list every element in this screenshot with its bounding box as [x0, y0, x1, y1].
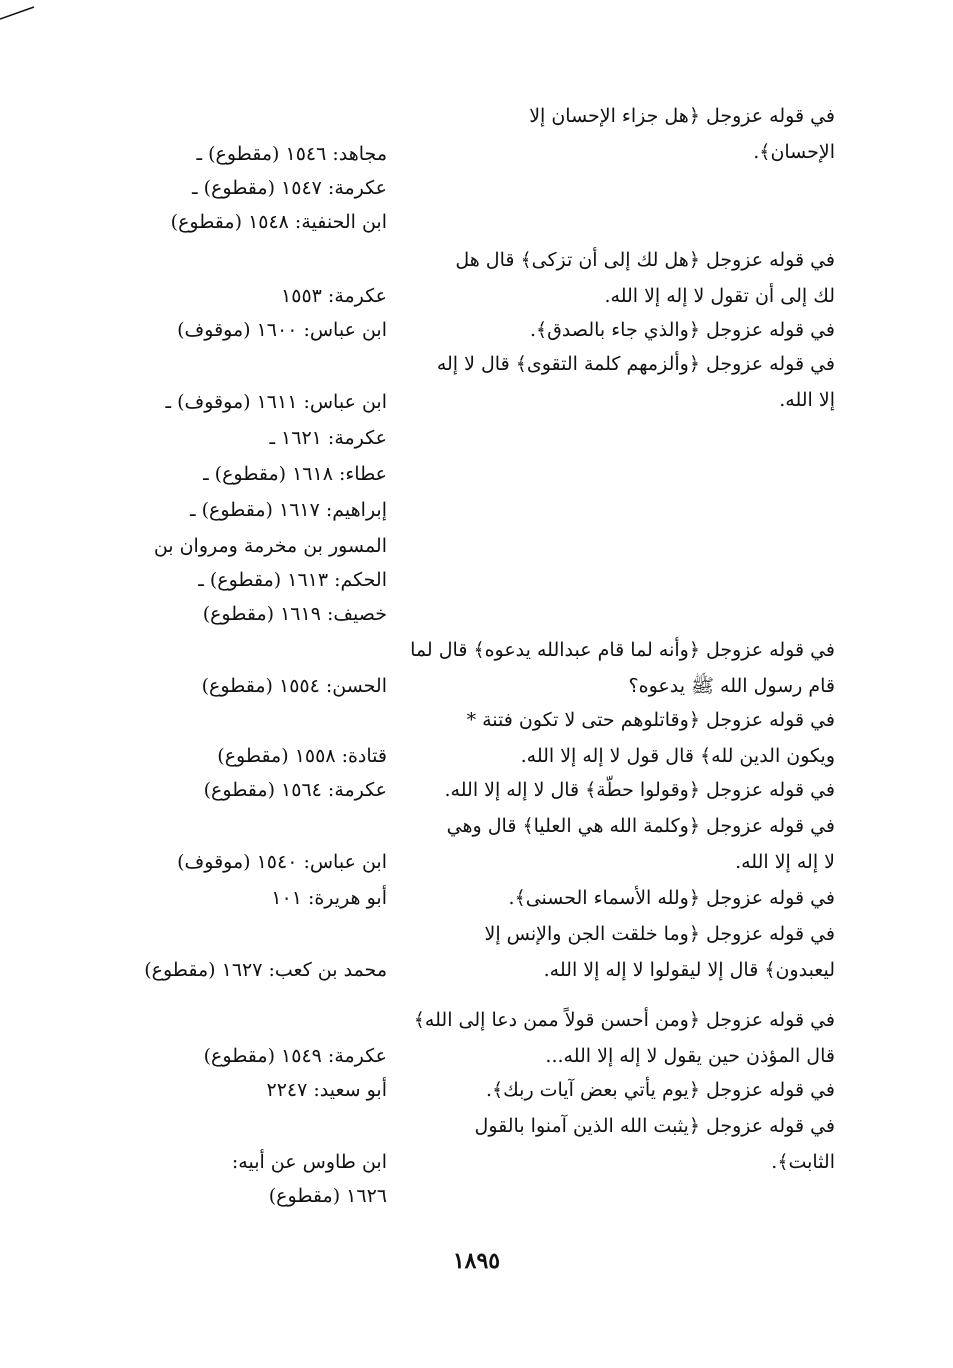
narrator-line: إبراهيم: ١٦١٧ (مقطوع) ـ	[190, 499, 387, 521]
scan-corner-mark	[0, 6, 40, 20]
verse-line: الإحسان﴾.	[753, 141, 835, 163]
verse-line: في قوله عزوجل ﴿وقاتلوهم حتى لا تكون فتنة *	[466, 709, 835, 731]
verse-line: في قوله عزوجل ﴿وأنه لما قام عبدالله يدعوه﴾ قال لما	[410, 639, 835, 661]
verse-line: قال المؤذن حين يقول لا إله إلا الله...	[545, 1045, 835, 1067]
narrator-line: ابن عباس: ١٦١١ (موقوف) ـ	[165, 391, 387, 413]
narrator-line: عكرمة: ١٥٤٧ (مقطوع) ـ	[192, 177, 387, 199]
verse-line: في قوله عزوجل ﴿والذي جاء بالصدق﴾.	[529, 319, 835, 341]
narrator-line: عكرمة: ١٥٤٩ (مقطوع)	[203, 1045, 387, 1067]
narrator-line: محمد بن كعب: ١٦٢٧ (مقطوع)	[144, 959, 387, 981]
narrator-line: قتادة: ١٥٥٨ (مقطوع)	[217, 745, 387, 767]
narrator-line: المسور بن مخرمة ومروان بن	[153, 535, 387, 557]
verse-line: في قوله عزوجل ﴿وقولوا حطّة﴾ قال لا إله إلا الله.	[444, 779, 835, 801]
verse-line: لك إلى أن تقول لا إله إلا الله.	[604, 285, 835, 307]
narrator-line: خصيف: ١٦١٩ (مقطوع)	[202, 603, 387, 625]
narrator-line: أبو سعيد: ٢٢٤٧	[266, 1079, 387, 1101]
verse-line: في قوله عزوجل ﴿وألزمهم كلمة التقوى﴾ قال لا إله	[436, 353, 835, 375]
verse-line: إلا الله.	[779, 389, 835, 411]
verse-line: في قوله عزوجل ﴿هل جزاء الإحسان إلا	[529, 105, 835, 127]
narrator-line: عكرمة: ١٥٦٤ (مقطوع)	[203, 779, 387, 801]
page-number: ١٨٩٥	[452, 1248, 501, 1274]
verse-line: في قوله عزوجل ﴿وما خلقت الجن والإنس إلا	[484, 923, 835, 945]
narrator-line: أبو هريرة: ١٠١	[271, 887, 387, 909]
verse-line: ليعبدون﴾ قال إلا ليقولوا لا إله إلا الله.	[543, 959, 835, 981]
verse-line: في قوله عزوجل ﴿يثبت الله الذين آمنوا بالقول	[474, 1115, 835, 1137]
verse-line: الثابت﴾.	[771, 1151, 835, 1173]
narrator-line: ابن عباس: ١٦٠٠ (موقوف)	[177, 319, 387, 341]
narrator-line: ١٦٢٦ (مقطوع)	[268, 1185, 387, 1207]
narrator-line: عكرمة: ١٥٥٣	[281, 285, 387, 307]
verse-line: قام رسول الله ﷺ يدعوه؟	[628, 675, 835, 697]
verse-line: ويكون الدين لله﴾ قال قول لا إله إلا الله.	[520, 745, 835, 767]
narrator-line: ابن الحنفية: ١٥٤٨ (مقطوع)	[170, 211, 387, 233]
narrator-line: ابن طاوس عن أبيه:	[231, 1151, 387, 1173]
narrator-line: عطاء: ١٦١٨ (مقطوع) ـ	[203, 463, 387, 485]
verse-line: في قوله عزوجل ﴿وكلمة الله هي العليا﴾ قال وهي	[446, 815, 835, 837]
narrator-line: الحسن: ١٥٥٤ (مقطوع)	[201, 675, 387, 697]
verse-line: في قوله عزوجل ﴿ومن أحسن قولاً ممن دعا إلى الله﴾	[413, 1009, 835, 1031]
narrator-line: مجاهد: ١٥٤٦ (مقطوع) ـ	[196, 143, 387, 165]
verse-line: لا إله إلا الله.	[735, 851, 835, 873]
verse-line: في قوله عزوجل ﴿هل لك إلى أن تزكى﴾ قال هل	[455, 249, 835, 271]
narrator-line: ابن عباس: ١٥٤٠ (موقوف)	[177, 851, 387, 873]
narrator-line: عكرمة: ١٦٢١ ـ	[269, 427, 387, 449]
verse-line: في قوله عزوجل ﴿يوم يأتي بعض آيات ربك﴾.	[485, 1079, 835, 1101]
verse-line: في قوله عزوجل ﴿ولله الأسماء الحسنى﴾.	[508, 887, 835, 909]
narrator-line: الحكم: ١٦١٣ (مقطوع) ـ	[198, 569, 387, 591]
